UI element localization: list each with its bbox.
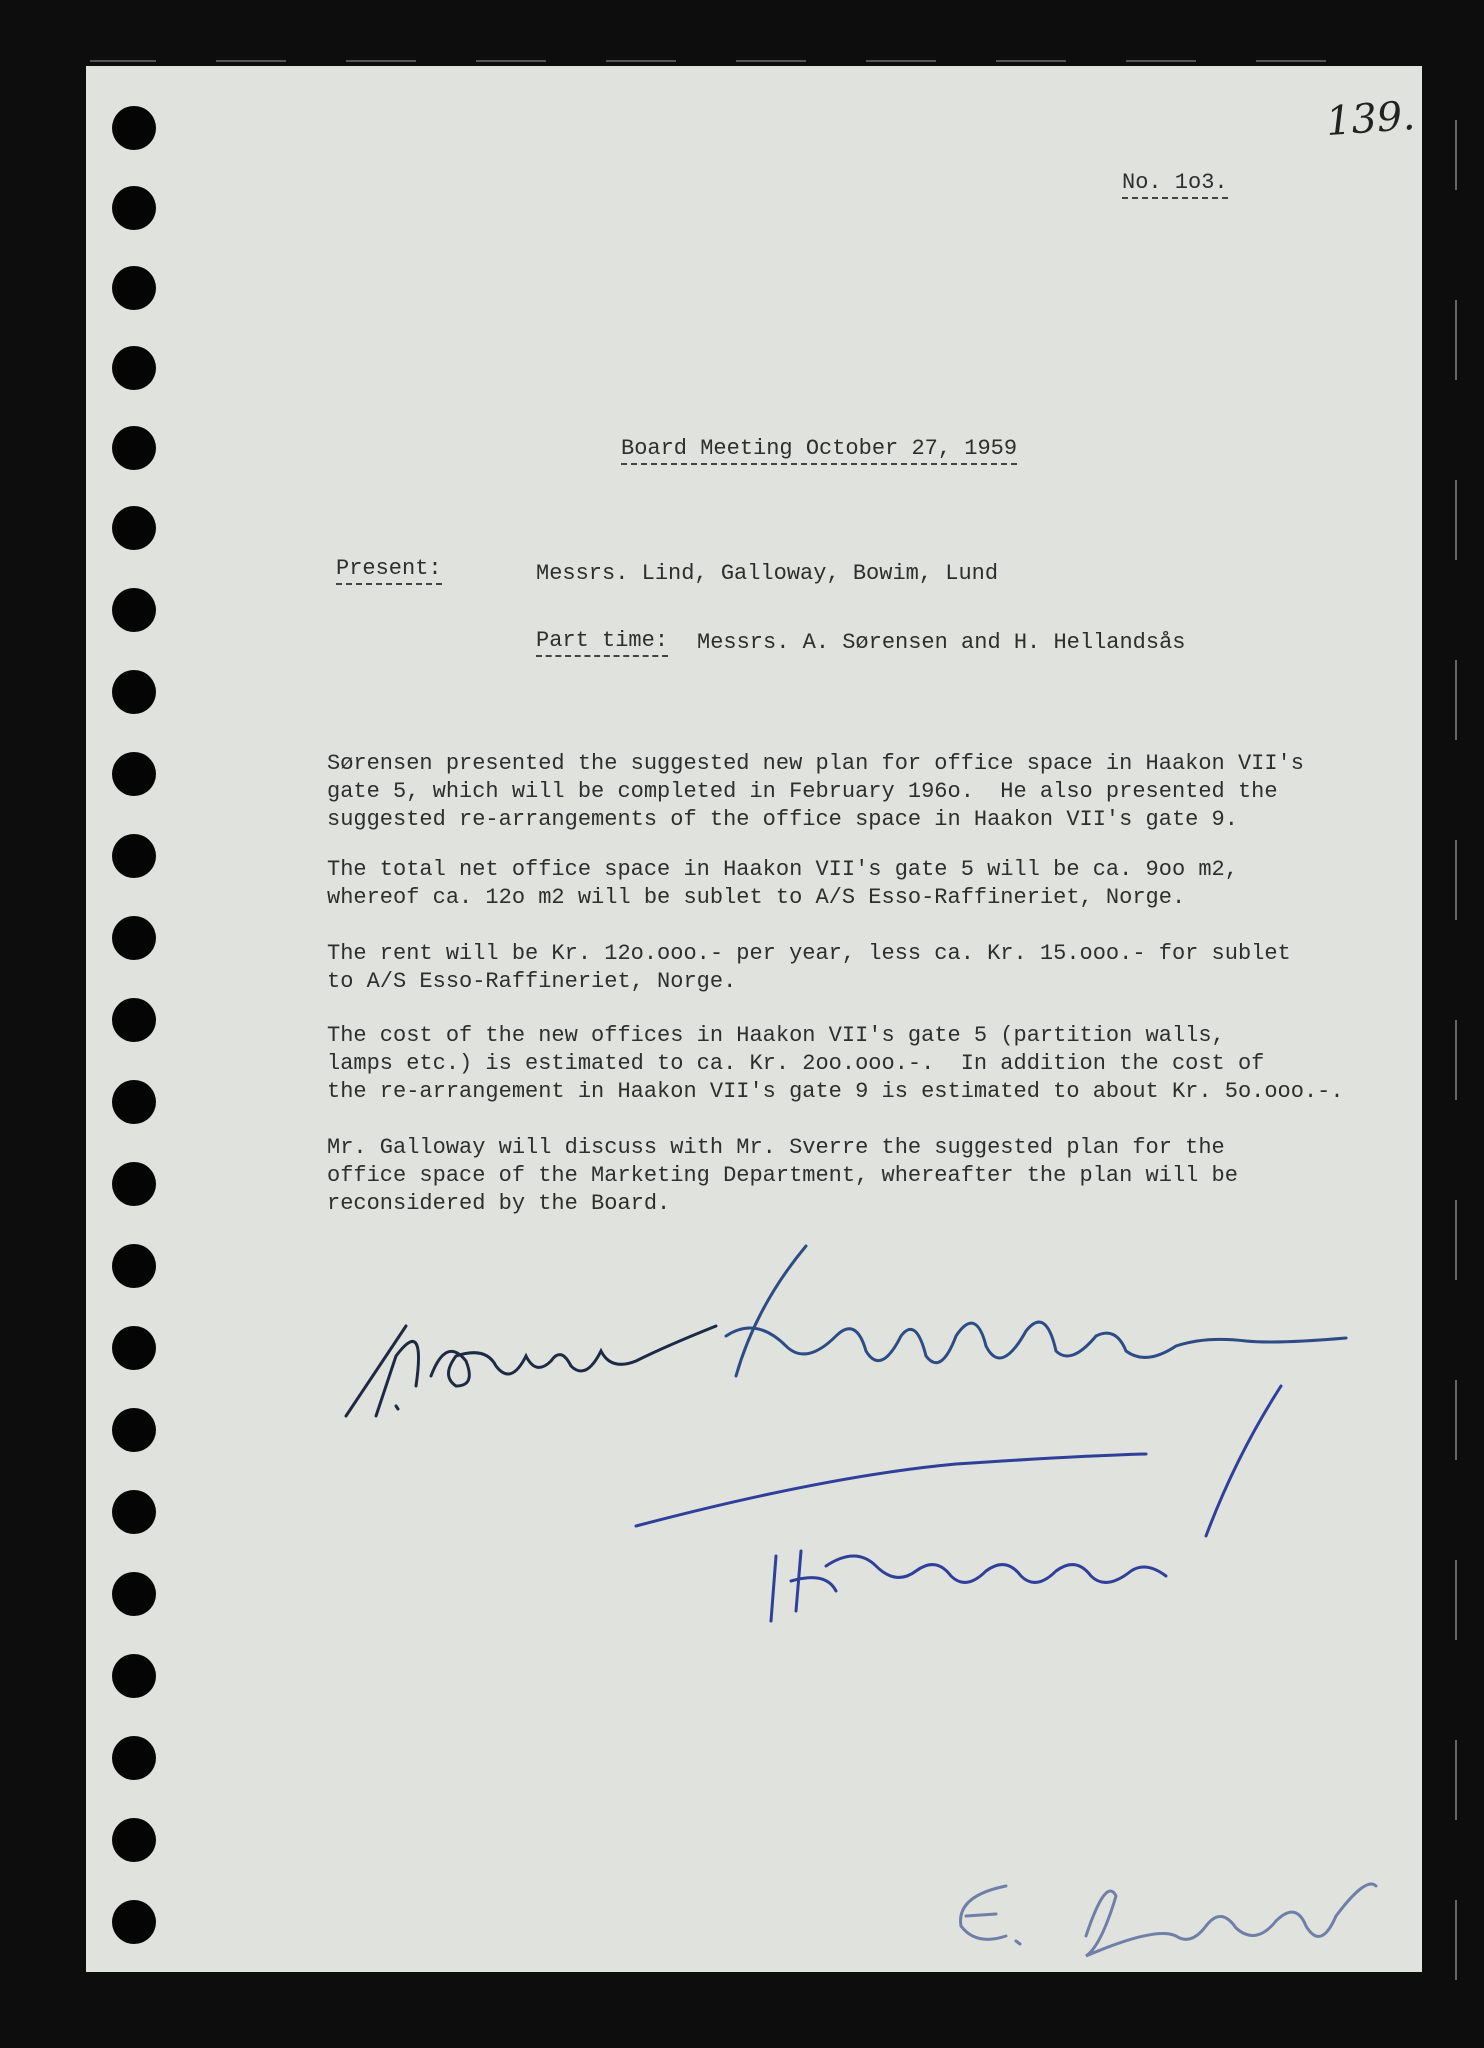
binder-hole bbox=[112, 1654, 156, 1698]
binder-hole bbox=[112, 1900, 156, 1944]
document-page bbox=[86, 66, 1422, 1972]
binder-hole bbox=[112, 1080, 156, 1124]
binder-hole bbox=[112, 998, 156, 1042]
binder-hole bbox=[112, 1408, 156, 1452]
present-label: Present: bbox=[336, 556, 442, 581]
binder-hole bbox=[112, 1818, 156, 1862]
binder-hole bbox=[112, 106, 156, 150]
binder-hole bbox=[112, 916, 156, 960]
binder-hole bbox=[112, 834, 156, 878]
right-edge-marks bbox=[1448, 0, 1464, 2048]
binder-hole bbox=[112, 506, 156, 550]
binder-hole bbox=[112, 1572, 156, 1616]
present-names: Messrs. Lind, Galloway, Bowim, Lund bbox=[536, 561, 999, 586]
top-edge-marks bbox=[86, 52, 1426, 60]
binder-hole bbox=[112, 1326, 156, 1370]
binder-hole bbox=[112, 426, 156, 470]
binder-hole bbox=[112, 1162, 156, 1206]
paragraph: The cost of the new offices in Haakon VII's gate 5 (partition walls, lamps etc.) is estimated to ca. Kr. 2oo.ooo.-. In addition the cost of the re-arrangement in Haakon VII's gate 9 is estimated to about Kr. 5o.ooo.-. bbox=[327, 1023, 1344, 1104]
part-time-label: Part time: bbox=[536, 628, 668, 653]
paragraph: The rent will be Kr. 12o.ooo.- per year, less ca. Kr. 15.ooo.- for sublet to A/S Esso-Raffineriet, Norge. bbox=[327, 941, 1291, 994]
paragraph: Sørensen presented the suggested new plan for office space in Haakon VII's gate 5, which will be completed in February 196o. He also presented the suggested re-arrangements of the office space in Haakon VII's gate 9. bbox=[327, 751, 1304, 832]
binder-hole bbox=[112, 752, 156, 796]
page-title: Board Meeting October 27, 1959 bbox=[621, 436, 1017, 461]
document-number: No. 1o3. bbox=[1122, 170, 1228, 195]
binder-hole bbox=[112, 1736, 156, 1780]
binder-hole bbox=[112, 1490, 156, 1534]
paragraph: The total net office space in Haakon VII's gate 5 will be ca. 9oo m2, whereof ca. 12o m2 will be sublet to A/S Esso-Raffineriet, Norge. bbox=[327, 857, 1238, 910]
part-time-names: Messrs. A. Sørensen and H. Hellandsås bbox=[697, 630, 1186, 655]
binder-hole bbox=[112, 346, 156, 390]
signature-initials-bottom bbox=[936, 1866, 1396, 1972]
paragraph: Mr. Galloway will discuss with Mr. Sverre the suggested plan for the office space of the Marketing Department, whereafter the plan will be reconsidered by the Board. bbox=[327, 1135, 1238, 1216]
page-number: 139. bbox=[1324, 92, 1417, 146]
signature-lund bbox=[556, 1226, 1356, 1396]
binder-hole bbox=[112, 266, 156, 310]
binder-hole bbox=[112, 1244, 156, 1288]
binder-hole bbox=[112, 588, 156, 632]
binder-hole bbox=[112, 186, 156, 230]
signature-galloway bbox=[626, 1376, 1326, 1636]
binder-hole bbox=[112, 670, 156, 714]
